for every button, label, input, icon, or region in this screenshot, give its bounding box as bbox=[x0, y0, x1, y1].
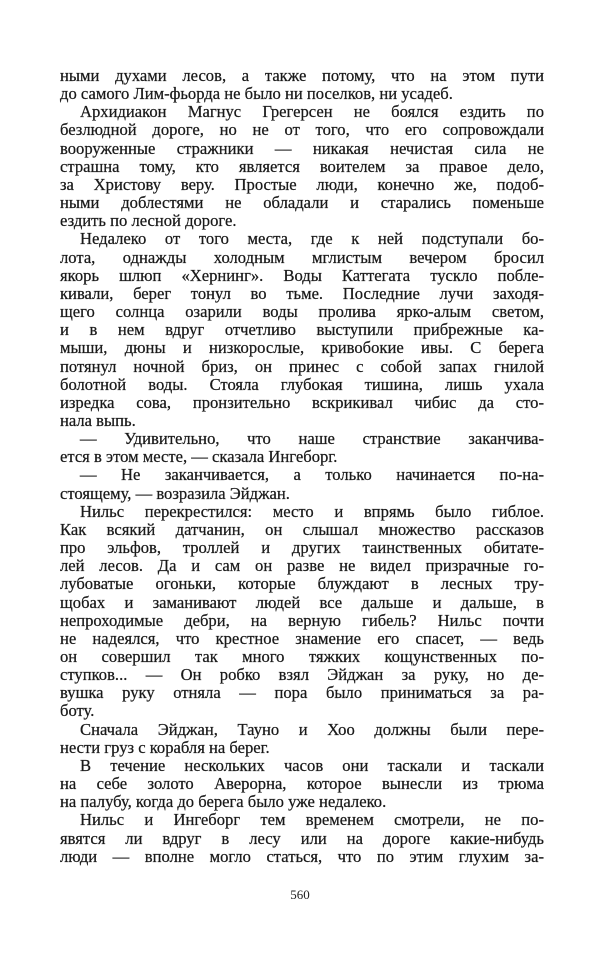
text-line: Сначала Эйджан, Тауно и Хоо должны были пере- bbox=[80, 719, 544, 739]
paragraph bbox=[60, 466, 544, 502]
text-line: Недалеко от того места, где к ней подступали бо- bbox=[80, 229, 544, 249]
text-line: потянул ночной бриз, он принес с собой запах гнилой bbox=[60, 356, 544, 376]
text-line: ездить по лесной дороге. bbox=[60, 211, 237, 231]
text-line: он совершил так много тяжких кощунственных по- bbox=[60, 647, 544, 666]
text-line: вушка руку отняла — пора было приниматься за ра- bbox=[60, 683, 544, 703]
text-line: вооруженные стражники — никакая нечистая сила не bbox=[60, 138, 544, 158]
text-line: лубоватые огоньки, которые блуждают в лесных тру- bbox=[60, 574, 544, 594]
text-line: люди — вполне могло статься, что по этим глухим за- bbox=[60, 846, 544, 866]
text-line: и в нем вдруг отчетливо выступили прибрежные ка- bbox=[60, 320, 544, 340]
paragraph bbox=[60, 430, 544, 466]
paragraph bbox=[60, 503, 544, 721]
text-line: на палубу, когда до берега было уже недалеко. bbox=[60, 792, 387, 812]
text-line: болотной воды. Стояла глубокая тишина, лишь ухала bbox=[60, 374, 544, 394]
paragraph bbox=[60, 230, 544, 430]
text-line: нести груз с корабля на берег. bbox=[60, 737, 270, 757]
text-line: Архидиакон Магнус Грегерсен не боялся ездить по bbox=[80, 102, 544, 122]
text-line: про эльфов, троллей и других таинственных обитате- bbox=[60, 538, 544, 558]
text-line: ными доблестями не обладали и старались поменьше bbox=[60, 193, 544, 213]
text-line: ными духами лесов, а также потому, что на этом пути bbox=[60, 66, 544, 85]
text-line: ступков... — Он робко взял Эйджан за руку, но де- bbox=[60, 665, 544, 685]
text-line: лей лесов. Да и сам он разве не видел призрачные го- bbox=[60, 556, 544, 576]
text-line: до самого Лим-фьорда не было ни поселков, ни усадеб. bbox=[60, 84, 453, 104]
text-line: нала выпь. bbox=[60, 410, 136, 430]
text-line: лота, однажды холодным мглистым вечером бросил bbox=[60, 247, 544, 267]
text-line: кивали, берег тонул во тьме. Последние лучи заходя- bbox=[60, 283, 544, 303]
book-page-text bbox=[60, 67, 544, 866]
text-line: явятся ли вдруг в лесу или на дороге какие-нибудь bbox=[60, 828, 544, 848]
text-line: Нильс и Ингеборг тем временем смотрели, не по- bbox=[80, 810, 544, 830]
text-line: стоящему, — возразила Эйджан. bbox=[60, 483, 290, 503]
text-line: безлюдной дороге, но не от того, что его сопровождали bbox=[60, 120, 544, 140]
paragraph bbox=[60, 811, 544, 865]
text-line: боту. bbox=[60, 701, 95, 721]
text-line: якорь шлюп «Хернинг». Воды Каттегата тускло побле- bbox=[60, 265, 544, 285]
paragraph bbox=[60, 721, 544, 757]
text-line: страшна тому, кто является воителем за правое дело, bbox=[60, 156, 544, 176]
text-line: ется в этом месте, — сказала Ингеборг. bbox=[60, 447, 338, 467]
paragraph bbox=[60, 757, 544, 811]
text-line: Нильс перекрестился: место и впрямь было гиблое. bbox=[80, 501, 544, 521]
text-line: мыши, дюны и низкорослые, кривобокие ивы. С берега bbox=[60, 338, 544, 358]
paragraph bbox=[60, 67, 544, 103]
text-line: непроходимые дебри, на верную гибель? Нильс почти bbox=[60, 610, 544, 630]
text-line: щего солнца озарили воды пролива ярко-алым светом, bbox=[60, 302, 544, 322]
text-line: — Удивительно, что наше странствие заканчива- bbox=[80, 429, 544, 449]
text-line: щобах и заманивают людей все дальше и дальше, в bbox=[60, 592, 544, 612]
text-line: — Не заканчивается, а только начинается по-на- bbox=[80, 465, 544, 485]
text-line: за Христову веру. Простые люди, конечно же, подоб- bbox=[60, 174, 544, 194]
page-number: 560 bbox=[290, 887, 310, 902]
text-line: не надеялся, что крестное знамение его спасет, — ведь bbox=[60, 628, 544, 648]
text-line: Как всякий датчанин, он слышал множество рассказов bbox=[60, 519, 544, 539]
text-line: В течение нескольких часов они таскали и таскали bbox=[80, 755, 544, 775]
text-line: изредка сова, пронзительно вскрикивал чибис да сто- bbox=[60, 392, 544, 412]
paragraph bbox=[60, 103, 544, 230]
text-line: на себе золото Аверорна, которое вынесли из трюма bbox=[60, 774, 544, 794]
